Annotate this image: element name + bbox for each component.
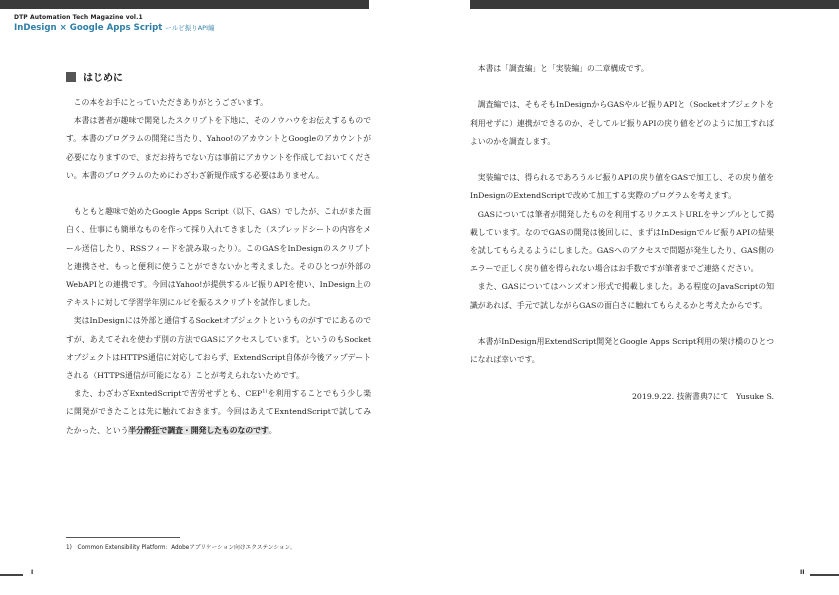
paragraph-gap [470,151,774,169]
square-bullet-icon [66,72,76,82]
footer-line-right [810,574,839,576]
text-run: 。 [268,425,277,435]
paragraph: 本書がInDesign用ExtendScript開発とGoogle Apps Script利用の架け橋のひとつになれば幸いです。 [470,337,774,365]
paragraph-cep [66,385,371,440]
paragraph: 調査編では、そもそもInDesignからGASやルビ振りAPIと（Socketオブジェクトを利用せずに）連携ができるのか、そしてルビ振りAPIの戻り値をどのように加工すればよいのかを調査します。 [470,100,774,146]
paragraph-gap [470,369,774,387]
footnote-ref[interactable]: 1) [262,388,268,395]
section-heading [66,69,123,84]
page-number-right: II [800,569,805,576]
paragraph-gap [66,185,371,203]
paragraph: また、GASについてはハンズオン形式で掲載しました。ある程度のJavaScriptの知識があれば、手元で試しながらGASの面白さに触れてもらえるかと考えたからです。 [470,282,774,310]
page-number-left: I [31,569,34,576]
paragraph: もともと趣味で始めたGoogle Apps Script（以下、GAS）でしたが、これがまた面白く、仕事にも簡単なものを作って採り入れてきました（スプレッドシートの内容をメール送信したり、RSSフィードを読み取ったり）。このGASをInDesignのスクリプトと連携させ、もっと便利に使うことができないかと考えました。そのひとつが外部のWebAPIとの連携です。今回はYahoo!が提供するルビ振りAPIを使い、InDesign上のテキストに対して学習学年別にルビを振るスクリプトを試作しました。 [66,207,371,308]
footer-line-left [0,574,23,576]
paragraph-gap [470,78,774,96]
paragraph: この本をお手にとっていただきありがとうございます。 [73,98,268,107]
footnote: 1) Common Extensibility Platform：Adobeアプリケーション向けエクステンション。 [66,545,296,551]
right-body-text [470,60,774,406]
text-run: また、わざわざExntedScriptで苦労せずとも、CEP [73,389,263,399]
right-page [419,0,839,595]
paragraph: 実はInDesignには外部と通信するSocketオブジェクトというものがすでにあるのですが、あえてそれを使わず別の方法でGASにアクセスしています。というのもSocketオブジェクトはHTTPS通信に対応しておらず、ExtendScript自体が今後アップデートされる（HTTPS通信が可能になる）ことが考えられないためです。 [66,316,371,381]
signature: 2019.9.22. 技術書典7にて Yusuke S. [631,391,774,401]
top-bar-right [470,0,839,9]
heading-text: はじめに [83,73,123,84]
top-bar-left [0,0,369,9]
magazine-title: DTP Automation Tech Magazine vol.1 [14,14,143,21]
text-run: を利用することでもう少し楽に開発ができたことは先に触れておきます。今回はあえてExntendScriptで試してみたかった、という [66,389,371,435]
left-page [0,0,419,595]
paragraph: 本書は著者が趣味で開発したスクリプトを下地に、そのノウハウをお伝えするものです。本書のプログラムの開発に当たり、Yahoo!のアカウントとGoogleのアカウントが必要になりますので、まだお持ちでない方は事前にアカウントを作成しておいてください。本書のプログラムのためにわざわざ新規作成する必要はありません。 [66,116,371,180]
book-title-sub: ールビ振りAPI編 [165,24,215,32]
paragraph-gap [470,315,774,333]
footnote-rule [66,537,180,538]
book-title-main: InDesign × Google Apps Script [14,23,166,33]
left-body-text [66,94,371,440]
paragraph: GASについては筆者が開発したものを利用するリクエストURLをサンプルとして掲載しています。なのでGASの開発は後回しに、まずはInDesignでルビ振りAPIの結果を試してもらえるようにしました。GASへのアクセスで問題が発生したり、GAS側のエラーで正しく戻り値を得られない場合はお手数ですが筆者までご連絡ください。 [470,209,774,274]
paragraph: 本書は「調査編」と「実装編」の二章構成です。 [477,64,649,73]
highlighted-text: 半分酔狂で調査・開発したものなのです [128,425,269,435]
paragraph: 実装編では、得られるであろうルビ振りAPIの戻り値をGASで加工し、その戻り値をInDesignのExtendScriptで改めて加工する実際のプログラムを考えます。 [470,173,774,201]
running-head [14,14,215,33]
book-title [14,23,215,33]
